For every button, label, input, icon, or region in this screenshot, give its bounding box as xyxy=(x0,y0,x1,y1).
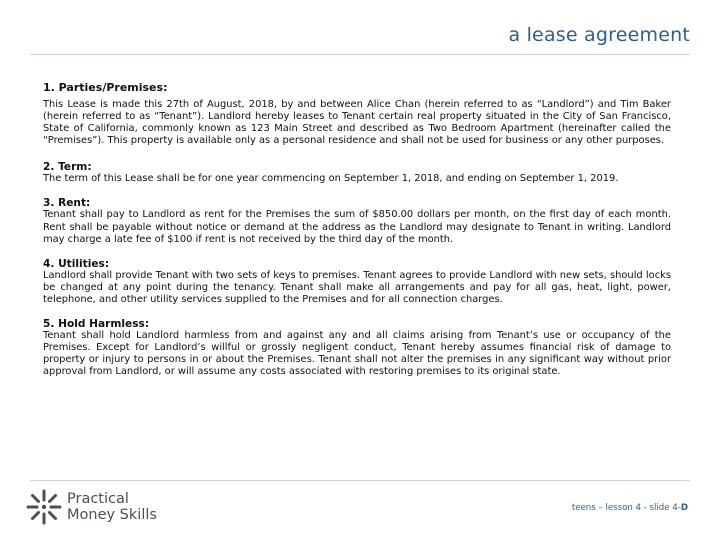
section-parties xyxy=(43,82,671,147)
section-heading: 5. Hold Harmless: xyxy=(43,318,150,331)
level-badge: D xyxy=(680,503,688,513)
lease-document xyxy=(43,82,671,390)
section-heading: 1. Parties/Premises: xyxy=(43,81,168,94)
page-title: a lease agreement xyxy=(508,24,690,46)
footer-divider xyxy=(30,480,690,481)
section-heading: 4. Utilities: xyxy=(43,257,110,270)
section-utilities xyxy=(43,258,671,306)
starburst-icon xyxy=(26,489,62,525)
section-body: Landlord shall provide Tenant with two sets of keys to premises. Tenant agrees to provide Landlord with new sets, should locks be changed at any point during the tenancy. Tenant shall make all arrangements and pay for all gas, heat, light, power, telephone, and other utility services supplied to the Premises and for all connection charges. xyxy=(43,269,671,305)
logo-line-1: Practical xyxy=(67,491,129,507)
slide-reference xyxy=(572,503,688,513)
section-term xyxy=(43,161,671,185)
section-rent xyxy=(43,197,671,245)
section-hold-harmless xyxy=(43,318,671,378)
section-heading: 2. Term: xyxy=(43,161,92,174)
section-body: Tenant shall pay to Landlord as rent for the Premises the sum of $850.00 dollars per month, on the first day of each month. Rent shall be payable without notice or demand at the address as the Landlord may designate to Tenant in writing. Landlord may charge a late fee of $100 if rent is not received by the third day of the month. xyxy=(43,209,671,245)
practical-money-skills-logo xyxy=(26,489,157,525)
header-divider xyxy=(30,54,690,55)
section-body: This Lease is made this 27th of August, 2018, by and between Alice Chan (herein referred to as “Landlord”) and Tim Baker (herein referred to as “Tenant”). Landlord hereby leases to Tenant certain real property situated in the City of San Francisco, State of California, commonly known as 123 Main Street and described as Two Bedroom Apartment (hereinafter called the “Premises”). This property is available only as a personal residence and shall not be used for business or any other purposes. xyxy=(43,99,671,147)
section-body: Tenant shall hold Landlord harmless from and against any and all claims arising from Tenant’s use or occupancy of the Premises. Except for Landlord’s willful or grossly negligent conduct, Tenant hereby assumes financial risk of damage to property or injury to persons in or about the Premises. Tenant shall not alter the premises in any significant way without prior approval from Landlord, or will assume any costs associated with restoring premises to its original state. xyxy=(43,330,671,378)
logo-wordmark xyxy=(67,491,157,523)
section-body: The term of this Lease shall be for one year commencing on September 1, 2018, and ending on September 1, 2019. xyxy=(43,173,619,185)
section-heading: 3. Rent: xyxy=(43,197,91,210)
logo-line-2: Money Skills xyxy=(67,507,157,523)
slide-reference-text: teens – lesson 4 - slide 4- xyxy=(571,503,681,513)
